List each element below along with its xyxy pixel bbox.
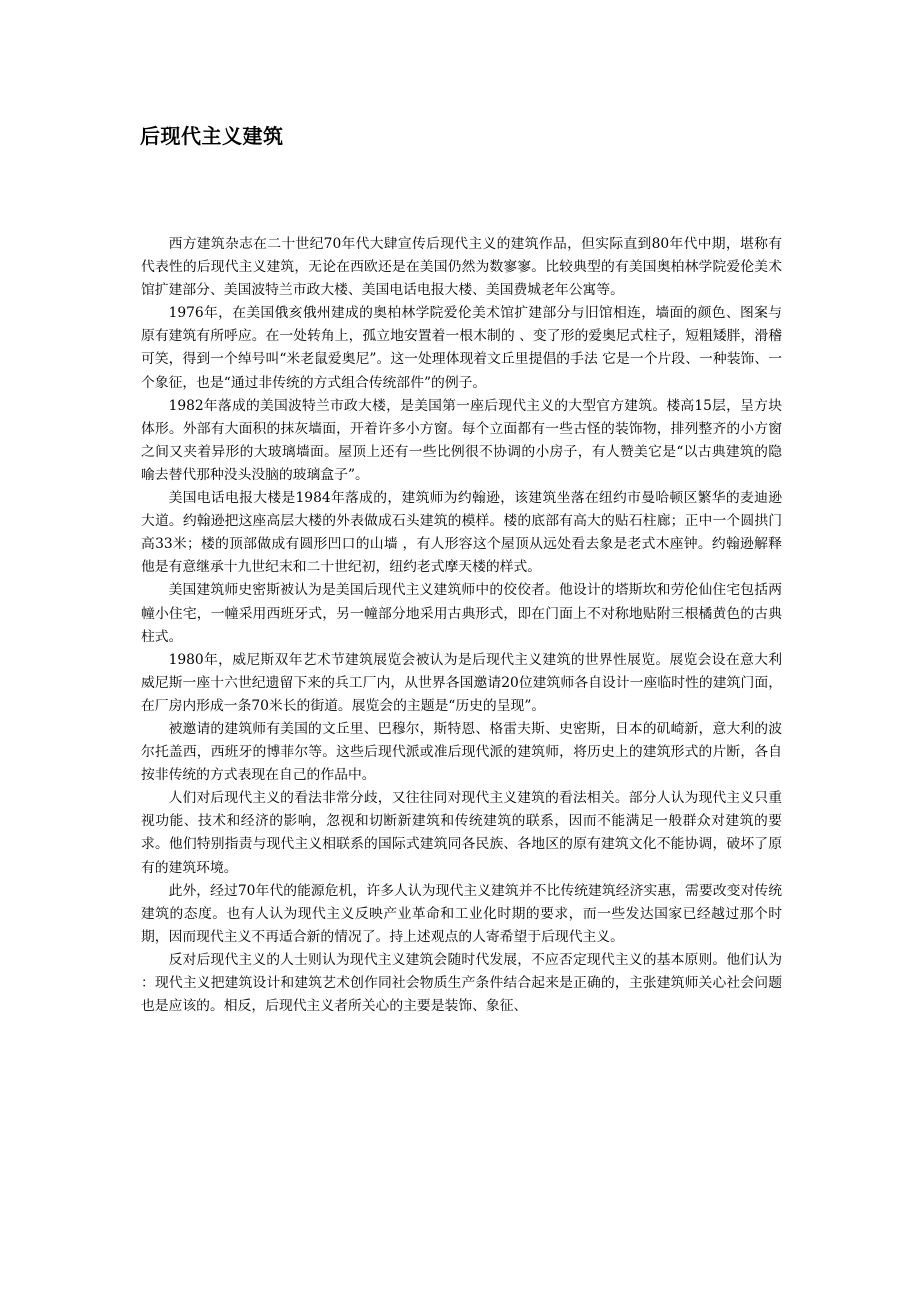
document-body bbox=[141, 233, 782, 1018]
paragraph-9: 此外，经过70年代的能源危机，许多人认为现代主义建筑并不比传统建筑经济实惠，需要改变对传统建筑的态度。也有人认为现代主义反映产业革命和工业化时期的要求，而一些发达国家已经越过那个时期，因而现代主义不再适合新的情况了。持上述观点的人寄希望于后现代主义。 bbox=[141, 882, 782, 945]
paragraph-1: 西方建筑杂志在二十世纪70年代大肆宣传后现代主义的建筑作品，但实际直到80年代中期，堪称有代表性的后现代主义建筑，无论在西欧还是在美国仍然为数寥寥。比较典型的有美国奥柏林学院爱伦美术馆扩建部分、美国波特兰市政大楼、美国电话电报大楼、美国费城老年公寓等。 bbox=[141, 236, 782, 299]
paragraph-6: 1980年，威尼斯双年艺术节建筑展览会被认为是后现代主义建筑的世界性展览。展览会设在意大利威尼斯一座十六世纪遗留下来的兵工厂内，从世界各国邀请20位建筑师各自设计一座临时性的建筑门面，在厂房内形成一条70米长的街道。展览会的主题是“历史的呈现”。 bbox=[141, 651, 782, 714]
paragraph-10: 反对后现代主义的人士则认为现代主义建筑会随时代发展，不应否定现代主义的基本原则。他们认为 ：现代主义把建筑设计和建筑艺术创作同社会物质生产条件结合起来是正确的，主张建筑师关心社会问题也是应该的。相反，后现代主义者所关心的主要是装饰、象征、 bbox=[141, 951, 782, 1015]
paragraph-7: 被邀请的建筑师有美国的文丘里、巴穆尔，斯特恩、格雷夫斯、史密斯，日本的矶崎新，意大利的波尔托盖西，西班牙的博菲尔等。这些后现代派或准后现代派的建筑师，将历史上的建筑形式的片断，各自按非传统的方式表现在自己的作品中。 bbox=[141, 720, 782, 784]
paragraph-2: 1976年，在美国俄亥俄州建成的奥柏林学院爱伦美术馆扩建部分与旧馆相连，墙面的颜色、图案与原有建筑有所呼应。在一处转角上，孤立地安置着一根木制的 、变了形的爱奥尼式柱子，短粗矮胖，滑稽可笑，得到一个绰号叫“米老鼠爱奥尼”。这一处理体现着文丘里提倡的手法 它是一个片段、一种装饰、一个象征，也是“通过非传统的方式组合传统部件”的例子。 bbox=[141, 305, 782, 391]
paragraph-8: 人们对后现代主义的看法非常分歧，又往往同对现代主义建筑的看法相关。部分人认为现代主义只重视功能、技术和经济的影响，忽视和切断新建筑和传统建筑的联系，因而不能满足一般群众对建筑的要求。他们特别指责与现代主义相联系的国际式建筑同各民族、各地区的原有建筑文化不能协调，破坏了原有的建筑环境。 bbox=[141, 790, 782, 876]
paragraph-5: 美国建筑师史密斯被认为是美国后现代主义建筑师中的佼佼者。他设计的塔斯坎和劳伦仙住宅包括两幢小住宅，一幢采用西班牙式，另一幢部分地采用古典形式，即在门面上不对称地贴附三根橘黄色的古典柱式。 bbox=[141, 582, 782, 645]
document-title: 后现代主义建筑 bbox=[140, 124, 284, 148]
paragraph-3: 1982年落成的美国波特兰市政大楼，是美国第一座后现代主义的大型官方建筑。楼高15层，呈方块体形。外部有大面积的抹灰墙面，开着许多小方窗。每个立面都有一些古怪的装饰物，排列整齐的小方窗之间又夹着异形的大玻璃墙面。屋顶上还有一些比例很不协调的小房子，有人赞美它是“以古典建筑的隐喻去替代那种没头没脑的玻璃盒子”。 bbox=[141, 397, 782, 483]
paragraph-4: 美国电话电报大楼是1984年落成的，建筑师为约翰逊，该建筑坐落在纽约市曼哈顿区繁华的麦迪逊大道。约翰逊把这座高层大楼的外表做成石头建筑的模样。楼的底部有高大的贴石柱廊；正中一个圆拱门高33米；楼的顶部做成有圆形凹口的山墙 ，有人形容这个屋顶从远处看去象是老式木座钟。约翰逊解释他是有意继承十九世纪末和二十世纪初，纽约老式摩天楼的样式。 bbox=[141, 490, 782, 576]
